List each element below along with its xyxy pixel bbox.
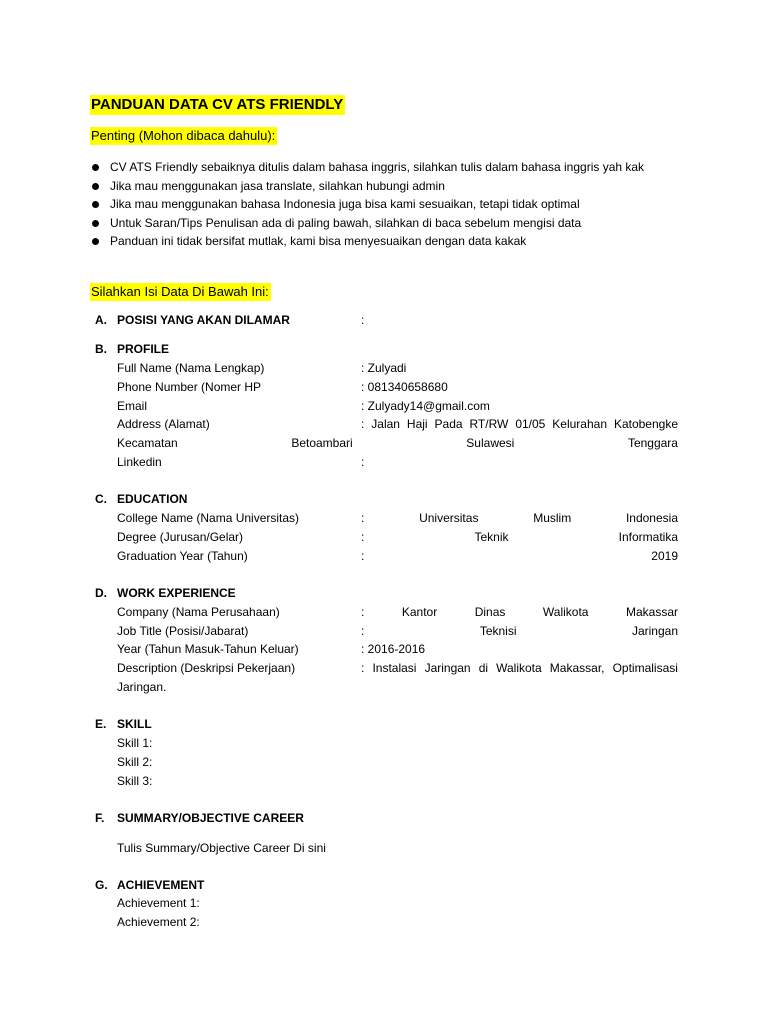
fill-data-heading: Silahkan Isi Data Di Bawah Ini: xyxy=(91,284,269,299)
company-value: : Kantor Dinas Walikota Makassar xyxy=(361,605,678,619)
full-name-value: : Zulyadi xyxy=(361,361,407,375)
year-value: : 2016-2016 xyxy=(361,642,426,656)
list-item: Jika mau menggunakan bahasa Indonesia juga bisa kami sesuaikan, tetapi tidak optimal xyxy=(90,195,644,214)
list-item: Jika mau menggunakan jasa translate, silahkan hubungi admin xyxy=(90,177,644,196)
college-value: : Universitas Muslim Indonesia xyxy=(361,511,678,525)
bullet-icon xyxy=(92,201,99,208)
achievement-item: Achievement 2: xyxy=(117,915,200,929)
college-label: College Name (Nama Universitas) xyxy=(117,511,300,525)
list-item: Untuk Saran/Tips Penulisan ada di paling bawah, silahkan di baca sebelum mengisi data xyxy=(90,214,644,233)
linkedin-colon: : xyxy=(361,455,365,469)
company-label: Company (Nama Perusahaan) xyxy=(117,605,280,619)
section-c-letter: C. xyxy=(95,492,107,506)
section-e-title: SKILL xyxy=(117,717,152,731)
full-name-label: Full Name (Nama Lengkap) xyxy=(117,361,265,375)
section-b-letter: B. xyxy=(95,342,107,356)
bullet-icon xyxy=(92,183,99,190)
year-label: Year (Tahun Masuk-Tahun Keluar) xyxy=(117,642,299,656)
list-item: CV ATS Friendly sebaiknya ditulis dalam bahasa inggris, silahkan tulis dalam bahasa inggris yah kak xyxy=(90,158,644,177)
section-g-letter: G. xyxy=(95,878,108,892)
section-c-title: EDUCATION xyxy=(117,492,188,506)
skill-item: Skill 1: xyxy=(117,736,153,750)
bullet-icon xyxy=(92,220,99,227)
description-label: Description (Deskripsi Pekerjaan) xyxy=(117,661,296,675)
skill-item: Skill 2: xyxy=(117,755,153,769)
section-a-letter: A. xyxy=(95,313,107,327)
section-e-letter: E. xyxy=(95,717,107,731)
list-item: Panduan ini tidak bersifat mutlak, kami bisa menyesuaikan dengan data kakak xyxy=(90,232,644,251)
description-value: : Instalasi Jaringan di Walikota Makassar, Optimalisasi xyxy=(361,661,678,675)
achievement-item: Achievement 1: xyxy=(117,896,200,910)
section-g-title: ACHIEVEMENT xyxy=(117,878,205,892)
description-continuation: Jaringan. xyxy=(117,680,167,694)
graduation-label: Graduation Year (Tahun) xyxy=(117,549,248,563)
phone-label: Phone Number (Nomer HP xyxy=(117,380,262,394)
section-a-title: POSISI YANG AKAN DILAMAR xyxy=(117,313,290,327)
bullet-icon xyxy=(92,238,99,245)
section-f-letter: F. xyxy=(95,811,105,825)
phone-value: : 081340658680 xyxy=(361,380,448,394)
section-f-title: SUMMARY/OBJECTIVE CAREER xyxy=(117,811,304,825)
section-d-title: WORK EXPERIENCE xyxy=(117,586,236,600)
job-title-label: Job Title (Posisi/Jabarat) xyxy=(117,624,249,638)
graduation-value: : 2019 xyxy=(361,549,678,563)
address-label: Address (Alamat) xyxy=(117,417,210,431)
position-colon: : xyxy=(361,313,365,327)
section-b-title: PROFILE xyxy=(117,342,170,356)
section-d-letter: D. xyxy=(95,586,107,600)
skill-item: Skill 3: xyxy=(117,774,153,788)
degree-label: Degree (Jurusan/Gelar) xyxy=(117,530,244,544)
document-title: PANDUAN DATA CV ATS FRIENDLY xyxy=(91,96,344,113)
address-value: : Jalan Haji Pada RT/RW 01/05 Kelurahan Katobengke xyxy=(361,417,678,431)
job-title-value: : Teknisi Jaringan xyxy=(361,624,678,638)
email-label: Email xyxy=(117,399,148,413)
instruction-list xyxy=(90,158,644,251)
important-note-heading: Penting (Mohon dibaca dahulu): xyxy=(91,128,276,143)
summary-placeholder-text: Tulis Summary/Objective Career Di sini xyxy=(117,841,326,855)
email-value: : Zulyady14@gmail.com xyxy=(361,399,490,413)
degree-value: : Teknik Informatika xyxy=(361,530,678,544)
bullet-icon xyxy=(92,164,99,171)
address-continuation: Kecamatan Betoambari Sulawesi Tenggara xyxy=(117,436,678,450)
linkedin-label: Linkedin xyxy=(117,455,162,469)
